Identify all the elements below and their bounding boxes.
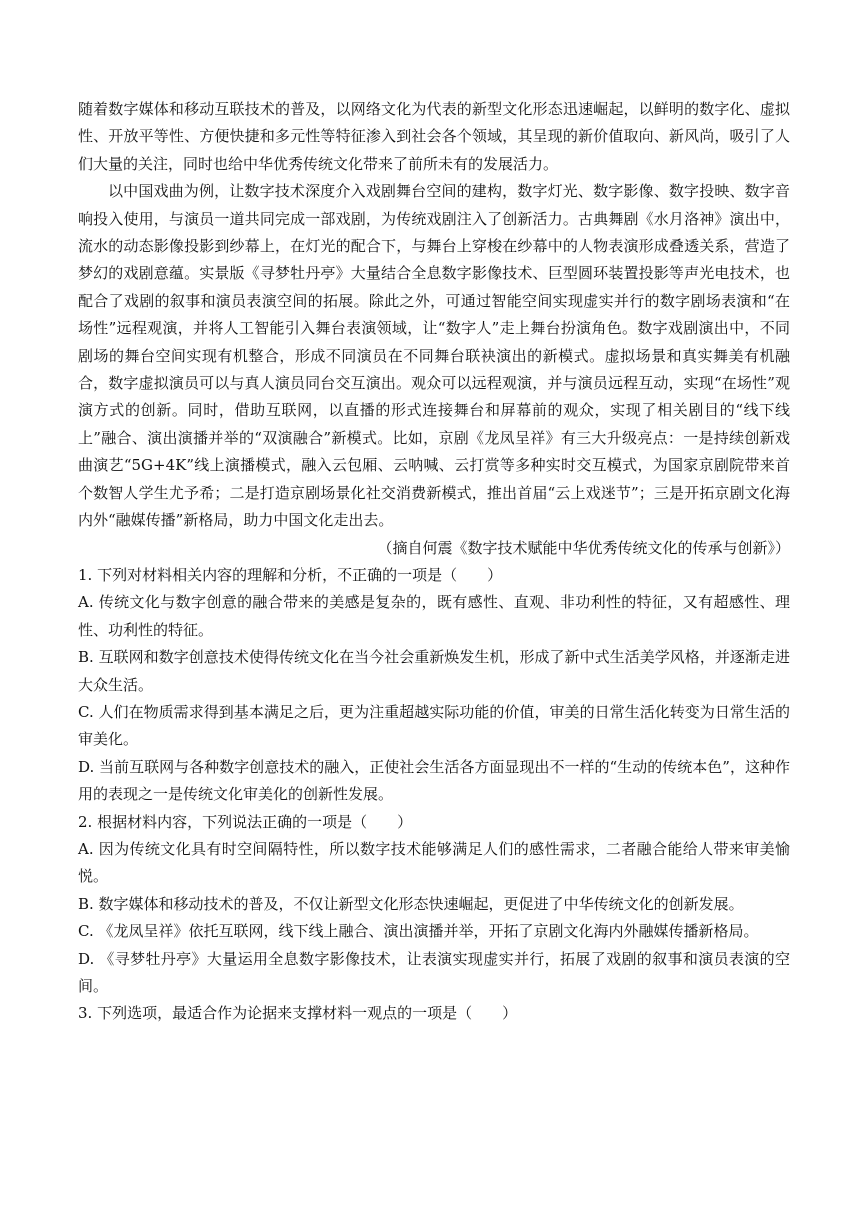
question-2-option-d: D. 《寻梦牡丹亭》大量运用全息数字影像技术，让表演实现虚实并行，拓展了戏剧的叙事和演员表演的空间。 (78, 949, 790, 995)
passage-source: （摘自何震《数字技术赋能中华优秀传统文化的传承与创新》） (377, 538, 790, 557)
question-stem: 2. 根据材料内容，下列说法正确的一项是（ ） (78, 812, 413, 831)
question-2-option-a: A. 因为传统文化具有时空间隔特性，所以数字技术能够满足人们的感性需求，二者融合能给人带来审美愉悦。 (78, 839, 790, 886)
question-1 (78, 562, 790, 809)
question-2 (78, 809, 790, 1001)
question-1-option-c: C. 人们在物质需求得到基本满足之后，更为注重超越实际功能的价值，审美的日常生活化转变为日常生活的审美化。 (78, 702, 790, 749)
document-page (78, 96, 790, 1028)
passage-paragraph-1: 随着数字媒体和移动互联技术的普及，以网络文化为代表的新型文化形态迅速崛起，以鲜明的数字化、虚拟性、开放平等性、方便快捷和多元性等特征渗入到社会各个领域，其呈现的新价值取向、新风尚，吸引了人们大量的关注，同时也给中华优秀传统文化带来了前所未有的发展活力。 (78, 100, 790, 173)
question-2-option-b: B. 数字媒体和移动技术的普及，不仅让新型文化形态快速崛起，更促进了中华传统文化的创新发展。 (78, 894, 744, 913)
question-stem: 1. 下列对材料相关内容的理解和分析，不正确的一项是（ ） (78, 565, 503, 584)
question-stem: 3. 下列选项，最适合作为论据来支撑材料一观点的一项是（ ） (78, 1004, 518, 1023)
question-2-option-c: C. 《龙凤呈祥》依托互联网，线下线上融合、演出演播并举，开拓了京剧文化海内外融媒传播新格局。 (78, 922, 759, 941)
question-1-option-a: A. 传统文化与数字创意的融合带来的美感是复杂的，既有感性、直观、非功利性的特征，又有超感性、理性、功利性的特征。 (78, 593, 790, 639)
question-1-option-d: D. 当前互联网与各种数字创意技术的融入，正使社会生活各方面显现出不一样的“生动的传统本色”，这种作用的表现之一是传统文化审美化的创新性发展。 (78, 757, 790, 804)
question-1-option-b: B. 互联网和数字创意技术使得传统文化在当今社会重新焕发生机，形成了新中式生活美学风格，并逐渐走进大众生活。 (78, 648, 790, 694)
passage-paragraph-2: 以中国戏曲为例，让数字技术深度介入戏剧舞台空间的建构，数字灯光、数字影像、数字投映、数字音响投入使用，与演员一道共同完成一部戏剧，为传统戏剧注入了创新活力。古典舞剧《水月洛神》演出中，流水的动态影像投影到纱幕上，在灯光的配合下，与舞台上穿梭在纱幕中的人物表演形成叠透关系，营造了梦幻的戏剧意蕴。实景版《寻梦牡丹亭》大量结合全息数字影像技术、巨型圆环装置投影等声光电技术，也配合了戏剧的叙事和演员表演空间的拓展。除此之外，可通过智能空间实现虚实并行的数字剧场表演和“在场性”远程观演，并将人工智能引入舞台表演领域，让“数字人”走上舞台扮演角色。数字戏剧演出中，不同剧场的舞台空间实现有机整合，形成不同演员在不同舞台联袂演出的新模式。虚拟场景和真实舞美有机融合，数字虚拟演员可以与真人演员同台交互演出。观众可以远程观演，并与演员远程互动，实现“在场性”观演方式的创新。同时，借助互联网，以直播的形式连接舞台和屏幕前的观众，实现了相关剧目的“线下线上”融合、演出演播并举的“双演融合”新模式。比如，京剧《龙凤呈祥》有三大升级亮点：一是持续创新戏曲演艺“5G+4K”线上演播模式，融入云包厢、云呐喊、云打赏等多种实时交互模式，为国家京剧院带来首个数智人学生尤予希；二是打造京剧场景化社交消费新模式，推出首届“云上戏迷节”；三是开拓京剧文化海内外“融媒传播”新格局，助力中国文化走出去。 (78, 182, 790, 530)
question-3 (78, 1000, 790, 1027)
